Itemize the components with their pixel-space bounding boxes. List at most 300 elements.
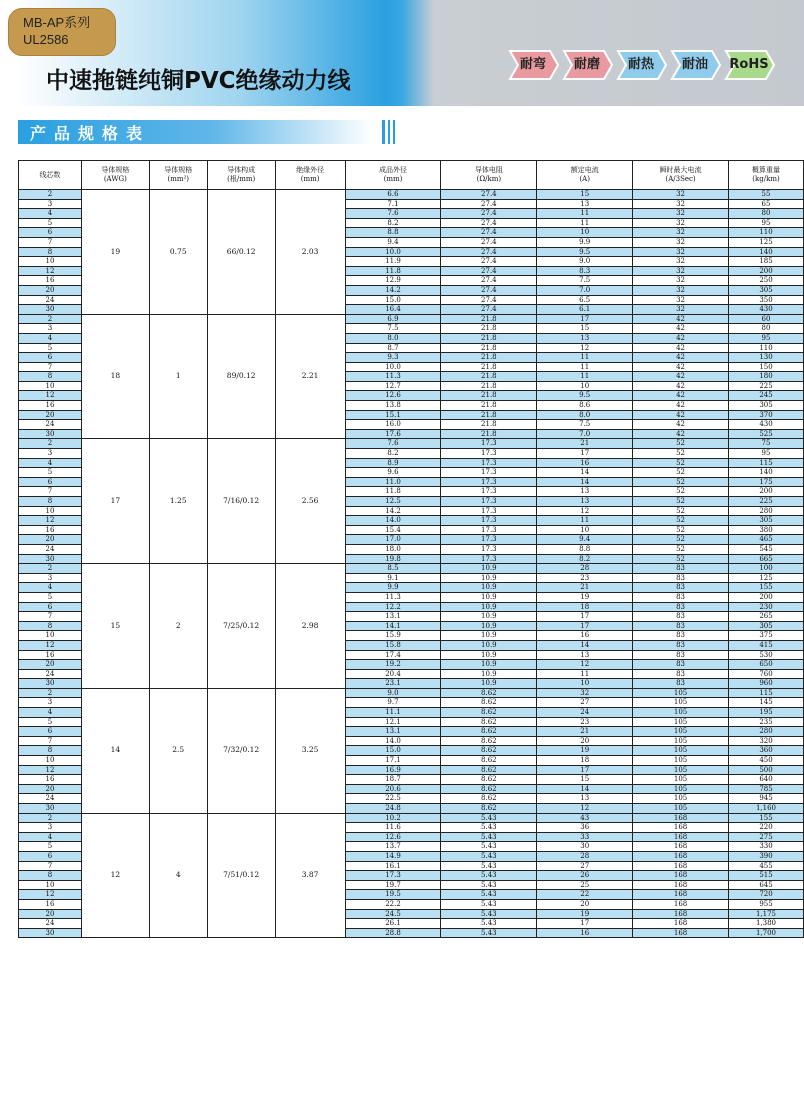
table-cell: 17.3 [441, 554, 537, 564]
table-cell: 14.1 [345, 621, 441, 631]
table-cell: 9.0 [537, 257, 633, 267]
table-cell: 105 [633, 784, 729, 794]
table-cell: 9.3 [345, 353, 441, 363]
group-cell: 18 [81, 314, 149, 439]
table-cell: 42 [633, 333, 729, 343]
table-cell: 5.43 [441, 851, 537, 861]
table-cell: 9.0 [345, 688, 441, 698]
table-cell: 17.3 [441, 439, 537, 449]
table-cell: 27.4 [441, 218, 537, 228]
column-header-label: 瞬时最大电流 [659, 166, 702, 174]
table-cell: 83 [633, 564, 729, 574]
table-cell: 42 [633, 401, 729, 411]
table-cell: 17.3 [441, 477, 537, 487]
table-cell: 26.1 [345, 919, 441, 929]
table-cell: 27 [537, 698, 633, 708]
table-cell: 17 [537, 449, 633, 459]
table-cell: 5.43 [441, 890, 537, 900]
table-cell: 30 [537, 842, 633, 852]
table-cell: 10 [19, 756, 82, 766]
table-cell: 3 [19, 449, 82, 459]
table-cell: 28.8 [345, 928, 441, 938]
table-cell: 11 [537, 516, 633, 526]
table-cell: 130 [729, 353, 804, 363]
column-header-label: 成品外径 [378, 166, 407, 174]
table-cell: 1,380 [729, 919, 804, 929]
table-cell: 24 [19, 420, 82, 430]
table-cell: 17 [537, 314, 633, 324]
table-cell: 65 [729, 199, 804, 209]
table-row [19, 439, 804, 449]
table-cell: 83 [633, 592, 729, 602]
table-cell: 10 [537, 228, 633, 238]
standard-name: UL2586 [23, 32, 69, 47]
table-cell: 32 [633, 247, 729, 257]
table-cell: 8.62 [441, 756, 537, 766]
table-cell: 7 [19, 612, 82, 622]
table-cell: 4 [19, 209, 82, 219]
table-cell: 42 [633, 420, 729, 430]
table-cell: 7 [19, 362, 82, 372]
table-cell: 320 [729, 736, 804, 746]
table-cell: 250 [729, 276, 804, 286]
table-cell: 20 [19, 784, 82, 794]
table-cell: 11 [537, 372, 633, 382]
table-cell: 2 [19, 564, 82, 574]
table-cell: 16 [19, 775, 82, 785]
table-cell: 155 [729, 813, 804, 823]
column-header [207, 161, 275, 190]
group-cell: 1 [149, 314, 207, 439]
table-cell: 10.9 [441, 621, 537, 631]
table-cell: 6 [19, 727, 82, 737]
table-cell: 5.43 [441, 861, 537, 871]
column-header-unit: (mm) [383, 175, 403, 183]
table-cell: 7.6 [345, 439, 441, 449]
table-cell: 4 [19, 458, 82, 468]
table-cell: 17.0 [345, 535, 441, 545]
table-cell: 10 [537, 381, 633, 391]
table-cell: 11.8 [345, 266, 441, 276]
table-cell: 12 [537, 804, 633, 814]
table-cell: 27.4 [441, 276, 537, 286]
column-header-unit: (A/3Sec) [665, 175, 696, 183]
column-header-unit: (mm²) [167, 175, 190, 183]
table-cell: 305 [729, 401, 804, 411]
table-cell: 7 [19, 861, 82, 871]
table-cell: 180 [729, 372, 804, 382]
group-cell: 2.5 [149, 688, 207, 813]
table-cell: 60 [729, 314, 804, 324]
table-cell: 8.62 [441, 804, 537, 814]
column-header-label: 概算重量 [752, 166, 780, 174]
group-cell: 4 [149, 813, 207, 938]
table-cell: 10.9 [441, 640, 537, 650]
table-cell: 20 [19, 410, 82, 420]
table-cell: 16 [537, 928, 633, 938]
table-cell: 27.4 [441, 247, 537, 257]
table-cell: 17.4 [345, 650, 441, 660]
table-cell: 12 [537, 343, 633, 353]
table-cell: 21.8 [441, 420, 537, 430]
feature-label: 耐弯 [519, 57, 546, 72]
table-cell: 8.62 [441, 765, 537, 775]
table-cell: 2 [19, 813, 82, 823]
table-cell: 32 [633, 218, 729, 228]
table-cell: 32 [633, 199, 729, 209]
table-cell: 12 [19, 765, 82, 775]
table-cell: 200 [729, 487, 804, 497]
table-cell: 20.4 [345, 669, 441, 679]
table-cell: 83 [633, 660, 729, 670]
table-cell: 52 [633, 554, 729, 564]
table-cell: 12 [19, 890, 82, 900]
table-cell: 200 [729, 592, 804, 602]
table-cell: 8.0 [537, 410, 633, 420]
table-cell: 27 [537, 861, 633, 871]
table-cell: 105 [633, 698, 729, 708]
column-header-label: 线芯数 [39, 170, 61, 179]
table-cell: 5 [19, 468, 82, 478]
table-cell: 8.2 [345, 449, 441, 459]
table-cell: 5.43 [441, 899, 537, 909]
table-cell: 305 [729, 285, 804, 295]
table-cell: 8.62 [441, 698, 537, 708]
table-cell: 10 [19, 506, 82, 516]
table-cell: 8 [19, 497, 82, 507]
table-cell: 21.8 [441, 401, 537, 411]
table-cell: 168 [633, 880, 729, 890]
table-cell: 8.5 [345, 564, 441, 574]
group-cell: 2.21 [275, 314, 345, 439]
table-cell: 24 [19, 794, 82, 804]
table-cell: 52 [633, 516, 729, 526]
table-cell: 3 [19, 573, 82, 583]
table-cell: 175 [729, 477, 804, 487]
table-cell: 115 [729, 688, 804, 698]
table-cell: 6.9 [345, 314, 441, 324]
table-cell: 5 [19, 717, 82, 727]
table-cell: 20 [19, 660, 82, 670]
table-cell: 10.9 [441, 592, 537, 602]
table-cell: 11.3 [345, 372, 441, 382]
table-cell: 245 [729, 391, 804, 401]
table-cell: 17.3 [441, 458, 537, 468]
table-cell: 16 [19, 899, 82, 909]
series-name: MB-AP系列 [23, 15, 91, 30]
table-cell: 24.8 [345, 804, 441, 814]
table-cell: 8.7 [345, 343, 441, 353]
page-title: 中速拖链纯铜PVC绝缘动力线 [46, 68, 351, 94]
table-cell: 10.9 [441, 669, 537, 679]
table-cell: 785 [729, 784, 804, 794]
group-cell: 7/51/0.12 [207, 813, 275, 938]
table-cell: 52 [633, 449, 729, 459]
table-cell: 83 [633, 650, 729, 660]
table-cell: 15 [537, 324, 633, 334]
column-header [441, 161, 537, 190]
table-cell: 36 [537, 823, 633, 833]
table-cell: 27.4 [441, 190, 537, 200]
table-cell: 24 [19, 544, 82, 554]
table-cell: 275 [729, 832, 804, 842]
table-cell: 168 [633, 928, 729, 938]
table-cell: 155 [729, 583, 804, 593]
table-cell: 52 [633, 477, 729, 487]
column-header [19, 161, 82, 190]
table-cell: 42 [633, 410, 729, 420]
group-cell: 2 [149, 564, 207, 689]
table-cell: 17.3 [441, 506, 537, 516]
table-cell: 20 [537, 736, 633, 746]
group-cell: 14 [81, 688, 149, 813]
table-cell: 955 [729, 899, 804, 909]
table-cell: 17 [537, 621, 633, 631]
table-cell: 5.43 [441, 823, 537, 833]
table-cell: 11.6 [345, 823, 441, 833]
table-cell: 30 [19, 305, 82, 315]
table-cell: 21.8 [441, 381, 537, 391]
table-cell: 12 [537, 506, 633, 516]
table-cell: 11.1 [345, 708, 441, 718]
table-cell: 5 [19, 343, 82, 353]
table-cell: 350 [729, 295, 804, 305]
feature-label: 耐油 [681, 57, 708, 72]
table-cell: 235 [729, 717, 804, 727]
group-cell: 15 [81, 564, 149, 689]
table-cell: 125 [729, 573, 804, 583]
table-cell: 230 [729, 602, 804, 612]
table-cell: 19.5 [345, 890, 441, 900]
table-cell: 17.3 [441, 525, 537, 535]
group-cell: 2.98 [275, 564, 345, 689]
table-cell: 52 [633, 544, 729, 554]
table-cell: 21 [537, 583, 633, 593]
table-cell: 17.6 [345, 429, 441, 439]
table-cell: 7.5 [345, 324, 441, 334]
table-cell: 24 [19, 669, 82, 679]
table-cell: 8.2 [345, 218, 441, 228]
table-cell: 9.4 [537, 535, 633, 545]
table-cell: 3 [19, 698, 82, 708]
table-cell: 30 [19, 928, 82, 938]
table-cell: 760 [729, 669, 804, 679]
table-cell: 27.4 [441, 305, 537, 315]
table-cell: 17.3 [441, 497, 537, 507]
table-cell: 12 [19, 516, 82, 526]
table-cell: 4 [19, 832, 82, 842]
table-cell: 17.3 [345, 871, 441, 881]
table-cell: 16.9 [345, 765, 441, 775]
table-cell: 10.9 [441, 564, 537, 574]
table-cell: 80 [729, 324, 804, 334]
table-cell: 14.0 [345, 736, 441, 746]
table-cell: 15.1 [345, 410, 441, 420]
table-cell: 95 [729, 218, 804, 228]
table-cell: 83 [633, 583, 729, 593]
table-cell: 27.4 [441, 257, 537, 267]
table-cell: 16.4 [345, 305, 441, 315]
section-stripe [382, 120, 385, 144]
feature-badge [724, 45, 774, 85]
table-cell: 5 [19, 592, 82, 602]
table-cell: 7 [19, 237, 82, 247]
table-cell: 52 [633, 506, 729, 516]
table-cell: 645 [729, 880, 804, 890]
table-cell: 665 [729, 554, 804, 564]
table-cell: 545 [729, 544, 804, 554]
table-cell: 19.8 [345, 554, 441, 564]
table-cell: 27.4 [441, 266, 537, 276]
column-header [275, 161, 345, 190]
table-cell: 21 [537, 727, 633, 737]
table-cell: 27.4 [441, 295, 537, 305]
table-cell: 455 [729, 861, 804, 871]
table-cell: 3 [19, 199, 82, 209]
table-cell: 21.8 [441, 362, 537, 372]
table-cell: 32 [633, 295, 729, 305]
column-header-label: 绝缘外径 [296, 166, 325, 174]
table-cell: 430 [729, 420, 804, 430]
table-cell: 17.1 [345, 756, 441, 766]
table-cell: 80 [729, 209, 804, 219]
table-cell: 8.3 [537, 266, 633, 276]
table-cell: 375 [729, 631, 804, 641]
table-cell: 105 [633, 736, 729, 746]
table-cell: 8.62 [441, 784, 537, 794]
table-cell: 10.9 [441, 650, 537, 660]
table-cell: 8.8 [345, 228, 441, 238]
table-cell: 168 [633, 832, 729, 842]
table-cell: 390 [729, 851, 804, 861]
table-cell: 8 [19, 871, 82, 881]
table-cell: 6 [19, 851, 82, 861]
table-cell: 105 [633, 756, 729, 766]
table-cell: 14.2 [345, 285, 441, 295]
table-cell: 19 [537, 909, 633, 919]
table-cell: 110 [729, 228, 804, 238]
group-cell: 19 [81, 190, 149, 315]
table-row [19, 564, 804, 574]
table-cell: 2 [19, 688, 82, 698]
table-cell: 650 [729, 660, 804, 670]
table-cell: 168 [633, 851, 729, 861]
table-cell: 17.3 [441, 487, 537, 497]
table-cell: 17 [537, 919, 633, 929]
table-cell: 20 [537, 899, 633, 909]
table-cell: 42 [633, 353, 729, 363]
column-header-unit: (根/mm) [227, 175, 256, 183]
table-cell: 42 [633, 362, 729, 372]
table-cell: 960 [729, 679, 804, 689]
table-cell: 6 [19, 228, 82, 238]
table-cell: 100 [729, 564, 804, 574]
table-cell: 16 [537, 458, 633, 468]
column-header-label: 导体构成 [227, 166, 256, 174]
table-cell: 11 [537, 209, 633, 219]
table-cell: 27.4 [441, 285, 537, 295]
table-cell: 140 [729, 247, 804, 257]
table-cell: 8.6 [537, 401, 633, 411]
table-cell: 12 [19, 391, 82, 401]
table-cell: 110 [729, 343, 804, 353]
table-cell: 105 [633, 804, 729, 814]
table-cell: 370 [729, 410, 804, 420]
table-cell: 525 [729, 429, 804, 439]
table-cell: 5.43 [441, 832, 537, 842]
table-cell: 125 [729, 237, 804, 247]
table-header-row [19, 161, 804, 190]
table-cell: 5.43 [441, 919, 537, 929]
table-cell: 25 [537, 880, 633, 890]
column-header [633, 161, 729, 190]
table-body [19, 190, 804, 938]
table-cell: 8.62 [441, 746, 537, 756]
table-cell: 3 [19, 324, 82, 334]
table-cell: 13 [537, 199, 633, 209]
group-cell: 0.75 [149, 190, 207, 315]
table-cell: 9.9 [345, 583, 441, 593]
table-cell: 13.1 [345, 727, 441, 737]
table-cell: 6 [19, 353, 82, 363]
table-cell: 9.6 [345, 468, 441, 478]
table-cell: 5.43 [441, 928, 537, 938]
table-cell: 52 [633, 497, 729, 507]
table-cell: 5.43 [441, 880, 537, 890]
group-cell: 12 [81, 813, 149, 938]
table-cell: 8.8 [537, 544, 633, 554]
table-cell: 13.7 [345, 842, 441, 852]
table-cell: 42 [633, 391, 729, 401]
table-cell: 10.0 [345, 247, 441, 257]
table-cell: 7.0 [537, 429, 633, 439]
table-cell: 12 [19, 266, 82, 276]
table-cell: 9.4 [345, 237, 441, 247]
group-cell: 89/0.12 [207, 314, 275, 439]
table-cell: 9.7 [345, 698, 441, 708]
table-cell: 33 [537, 832, 633, 842]
table-cell: 10.9 [441, 573, 537, 583]
table-cell: 18.0 [345, 544, 441, 554]
table-cell: 42 [633, 314, 729, 324]
table-cell: 52 [633, 535, 729, 545]
table-cell: 32 [633, 305, 729, 315]
table-cell: 83 [633, 669, 729, 679]
table-cell: 10 [537, 679, 633, 689]
table-cell: 23.1 [345, 679, 441, 689]
group-cell: 1.25 [149, 439, 207, 564]
table-cell: 7.6 [345, 209, 441, 219]
table-cell: 7 [19, 736, 82, 746]
table-cell: 17.3 [441, 468, 537, 478]
table-cell: 9.5 [537, 247, 633, 257]
table-cell: 6 [19, 602, 82, 612]
table-cell: 83 [633, 621, 729, 631]
feature-badge [670, 45, 720, 85]
table-cell: 10 [19, 381, 82, 391]
table-cell: 20 [19, 909, 82, 919]
table-cell: 83 [633, 573, 729, 583]
table-cell: 8 [19, 621, 82, 631]
table-cell: 360 [729, 746, 804, 756]
table-cell: 105 [633, 794, 729, 804]
section-title: 产品规格表 [30, 124, 151, 143]
table-cell: 30 [19, 804, 82, 814]
table-cell: 7 [19, 487, 82, 497]
table-cell: 32 [537, 688, 633, 698]
table-cell: 30 [19, 679, 82, 689]
table-cell: 8 [19, 372, 82, 382]
